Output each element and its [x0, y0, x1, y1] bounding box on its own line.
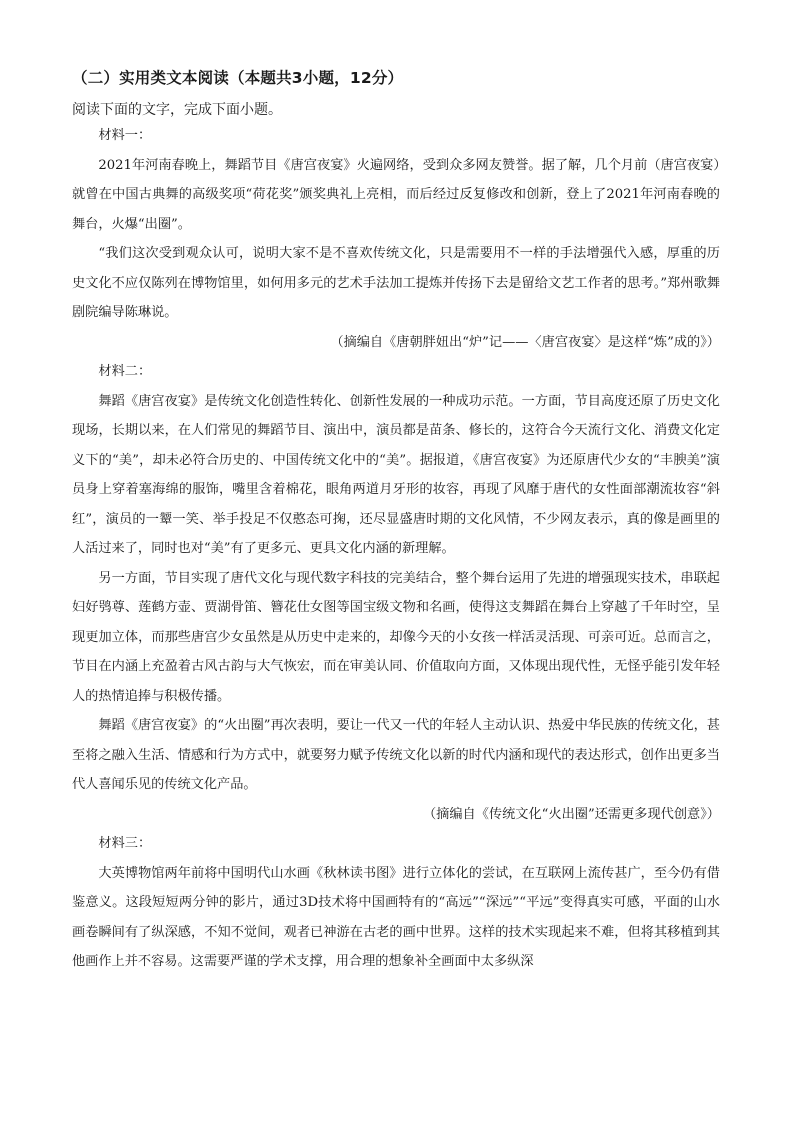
material-2-label: 材料二： [98, 364, 152, 379]
material-1-paragraph: 2021年河南春晚上，舞蹈节目《唐宫夜宴》火遍网络，受到众多网友赞誉。据了解，几个月前（唐宫夜宴）就曾在中国古典舞的高级奖项“荷花奖”颁奖典礼上亮相，而后经过反复修改和创新，登上了2021年河南春晚的舞台，火爆“出圈”。 [72, 157, 720, 232]
reading-body [72, 121, 720, 977]
material-1-label: 材料一： [98, 128, 152, 143]
section-heading: （二）实用类文本阅读（本题共3小题，12分） [72, 69, 404, 87]
material-2-paragraph: 舞蹈《唐宫夜宴》是传统文化创造性转化、创新性发展的一种成功示范。一方面，节目高度还原了历史文化现场，长期以来，在人们常见的舞蹈节目、演出中，演员都是苗条、修长的，这符合今天流行文化、消费文化定义下的“美”，却未必符合历史的、中国传统文化中的“美”。据报道，《唐宫夜宴》为还原唐代少女的“丰腴美”演员身上穿着塞海绵的服饰，嘴里含着棉花，眼角两道月牙形的妆容，再现了风靡于唐代的女性面部潮流妆容“斜红”，演员的一颦一笑、举手投足不仅憨态可掬，还尽显盛唐时期的文化风情，不少网友表示，真的像是画里的人活过来了，同时也对“美”有了更多元、更具文化内涵的新理解。 [72, 393, 720, 556]
material-2-source: （摘编自《传统文化“火出圈”还需更多现代创意》） [422, 806, 720, 822]
material-2-paragraph: 舞蹈《唐宫夜宴》的“火出圈”再次表明，要让一代又一代的年轻人主动认识、热爱中华民族的传统文化，甚至将之融入生活、情感和行为方式中，就要努力赋予传统文化以新的时代内涵和现代的表达形式，创作出更多当代人喜闻乐见的传统文化产品。 [72, 718, 720, 792]
material-2-paragraph: 另一方面，节目实现了唐代文化与现代数字科技的完美结合，整个舞台运用了先进的增强现实技术，串联起妇好鸮尊、莲鹤方壶、贾湖骨笛、簪花仕女图等国宝级文物和名画，使得这支舞蹈在舞台上穿越了千年时空，呈现更加立体，而那些唐宫少女虽然是从历史中走来的，却像今天的小女孩一样活灵活现、可亲可近。总而言之，节目在内涵上充盈着古风古韵与大气恢宏，而在审美认同、价值取向方面，又体现出现代性，无怪乎能引发年轻人的热情追捧与积极传播。 [72, 570, 720, 704]
material-1-source: （摘编自《唐朝胖妞出“炉”记——〈唐宫夜宴〉是这样“炼”成的》） [330, 334, 720, 350]
material-3-paragraph: 大英博物馆两年前将中国明代山水画《秋林读书图》进行立体化的尝试，在互联网上流传甚广，至今仍有借鉴意义。这段短短两分钟的影片，通过3D技术将中国画特有的“高远”“深远”“平远”变得真实可感，平面的山水画卷瞬间有了纵深感，不知不觉间，观者已神游在古老的画中世界。这样的技术实现起来不难，但将其移植到其他画作上并不容易。这需要严谨的学术支撑，用合理的想象补全画面中太多纵深 [72, 865, 720, 969]
material-3-label: 材料三： [98, 836, 152, 851]
instruction-text: 阅读下面的文字，完成下面小题。 [72, 102, 282, 118]
material-1-paragraph: “我们这次受到观众认可，说明大家不是不喜欢传统文化，只是需要用不一样的手法增强代入感，厚重的历史文化不应仅陈列在博物馆里，如何用多元的艺术手法加工提炼并传扬下去是留给文艺工作者的思考。”郑州歌舞剧院编导陈琳说。 [72, 246, 720, 320]
